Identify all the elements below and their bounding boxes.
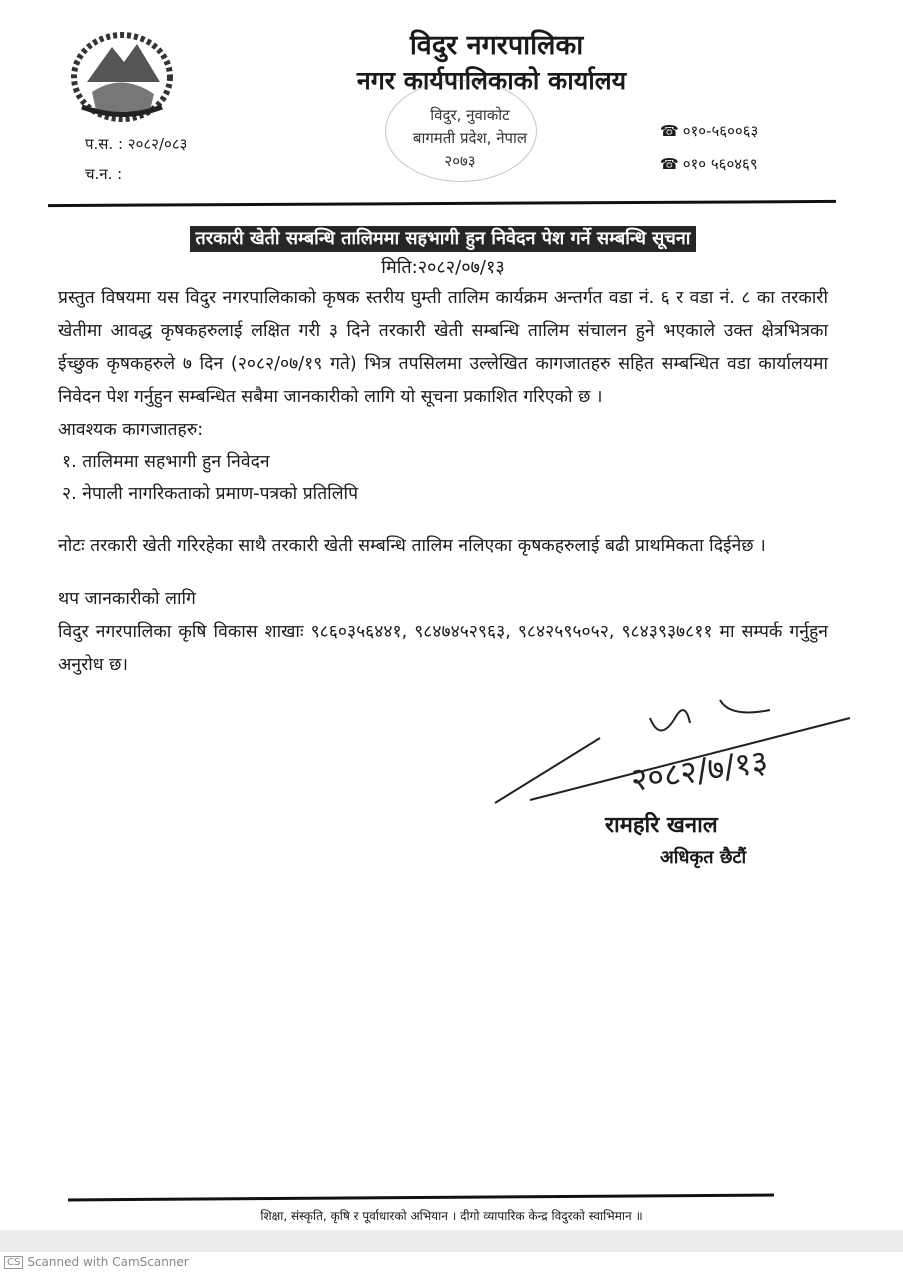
signature-block xyxy=(58,688,828,888)
office-name: नगर कार्यपालिकाको कार्यालय xyxy=(356,66,627,95)
municipality-name: विदुर नगरपालिका xyxy=(409,30,584,61)
header-divider xyxy=(48,200,836,207)
notice-content xyxy=(58,226,828,888)
phone-1: ☎ ०१०-५६००६३ xyxy=(660,122,759,140)
notice-title: तरकारी खेती सम्बन्धि तालिममा सहभागी हुन निवेदन पेश गर्ने सम्बन्धि सूचना xyxy=(190,226,697,252)
stamp-year: २०७३ xyxy=(444,152,476,170)
stamp-address-line1: विदुर, नुवाकोट xyxy=(430,106,510,124)
scan-shadow xyxy=(0,1230,903,1252)
contact-details: विदुर नगरपालिका कृषि विकास शाखाः ९८६०३५६४४१, ९८४७४५२९६३, ९८४२५९५०५२, ९८४३९३७८११ मा सम्पर्क गर्नुहुन अनुरोध छ। xyxy=(58,622,828,675)
footer-divider xyxy=(68,1194,774,1202)
signature-handwritten-date: २०८२/७/१३ xyxy=(628,742,771,799)
signatory-name: रामहरि खनाल xyxy=(605,813,718,838)
notice-body: प्रस्तुत विषयमा यस विदुर नगरपालिकाको कृषक स्तरीय घुम्ती तालिम कार्यक्रम अन्तर्गत वडा नं. ६ र वडा नं. ८ का तरकारी खेतीमा आवद्ध कृषकहरुलाई लक्षित गरी ३ दिने तरकारी खेती सम्बन्धि तालिम संचालन हुने भएकाले उक्त क्षेत्रभित्रका ईच्छुक कृषकहरुले ७ दिन (२०८२/०७/१९ गते) भित्र तपसिलमा उल्लेखित कागजातहरु सहित सम्बन्धित वडा कार्यालयमा निवेदन पेश गर्नुहुन सम्बन्धित सबैमा जानकारीको लागि यो सूचना प्रकाशित गरिएको छ । xyxy=(58,288,828,407)
document-item: १. तालिममा सहभागी हुन निवेदन xyxy=(62,452,270,472)
signature xyxy=(480,688,860,808)
telephone-icon: ☎ xyxy=(660,155,679,173)
stamp-address-line2: बागमती प्रदेश, नेपाल xyxy=(412,129,528,147)
signatory-designation: अधिकृत छैटौं xyxy=(660,847,747,868)
notice-date: मिति:२०८२/०७/१३ xyxy=(381,257,505,278)
notice-note: नोटः तरकारी खेती गरिरहेका साथै तरकारी खेती सम्बन्धि तालिम नलिएका कृषकहरुलाई बढी प्राथमिकता दिईनेछ । xyxy=(58,536,766,556)
camscanner-icon: CS xyxy=(4,1256,23,1269)
reference-number: प.स. : २०८२/०८३ xyxy=(85,135,188,153)
footer-motto: शिक्षा, संस्कृति, कृषि र पूर्वाधारको अभियान । दीगो व्यापारिक केन्द्र विदुरको स्वाभिमान ॥ xyxy=(260,1209,643,1223)
dispatch-number: च.न. : xyxy=(85,165,123,183)
telephone-icon: ☎ xyxy=(660,122,679,140)
contact-heading: थप जानकारीको लागि xyxy=(58,589,196,609)
camscanner-watermark: CS Scanned with CamScanner xyxy=(4,1255,189,1269)
document-item: २. नेपाली नागरिकताको प्रमाण-पत्रको प्रतिलिपि xyxy=(62,484,359,504)
documents-heading: आवश्यक कागजातहरु: xyxy=(58,420,204,440)
phone-2: ☎ ०१० ५६०४६९ xyxy=(660,155,758,173)
